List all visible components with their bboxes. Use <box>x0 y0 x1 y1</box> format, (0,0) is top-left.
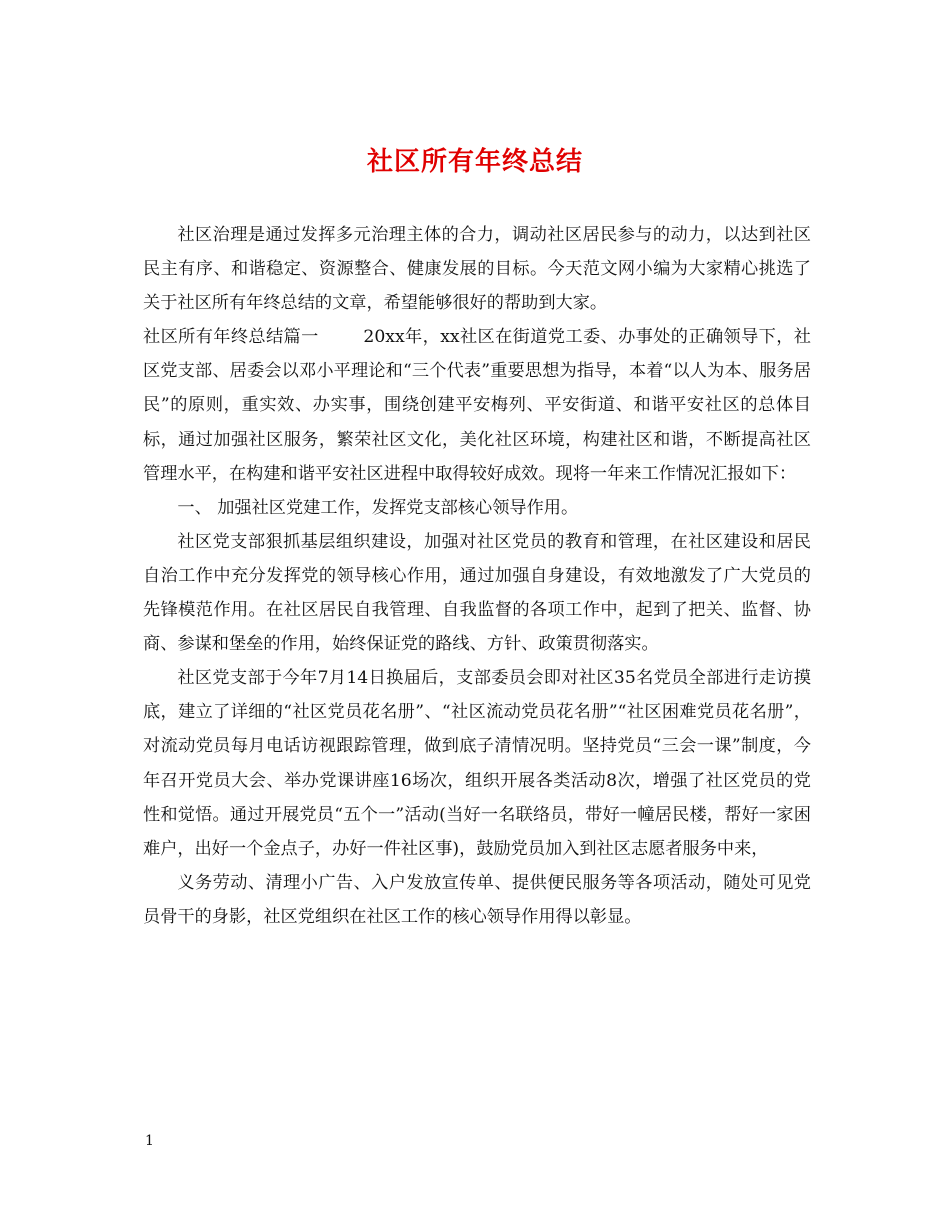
body-paragraph-4: 义务劳动、清理小广告、入户发放宣传单、提供便民服务等各项活动，随处可见党员骨干的身影，社区党组织在社区工作的核心领导作用得以彰显。 <box>143 872 811 927</box>
document-title: 社区所有年终总结 <box>366 147 583 177</box>
document-body <box>143 218 811 934</box>
body-paragraph-3: 社区党支部于今年7月14日换届后，支部委员会即对社区35名党员全部进行走访摸底，建立了详细的“社区党员花名册”、“社区流动党员花名册”“社区困难党员花名册”，对流动党员每月电话访视跟踪管理，做到底子清情况明。坚持党员“三会一课”制度，今年召开党员大会、举办党课讲座16场次，组织开展各类活动8次，增强了社区党员的党性和觉悟。通过开展党员“五个一”活动(当好一名联络员，带好一幢居民楼，帮好一家困难户，出好一个金点子，办好一件社区事)，鼓励党员加入到社区志愿者服务中来， <box>143 668 811 859</box>
page-number: 1 <box>145 1133 154 1149</box>
section-heading: 一、 加强社区党建工作，发挥党支部核心领导作用。 <box>177 497 579 518</box>
intro-paragraph: 社区治理是通过发挥多元治理主体的合力，调动社区居民参与的动力，以达到社区民主有序、和谐稳定、资源整合、健康发展的目标。今天范文网小编为大家精心挑选了关于社区所有年终总结的文章，希望能够很好的帮助到大家。 <box>143 225 811 314</box>
section-label: 社区所有年终总结篇一 <box>143 327 319 348</box>
body-paragraph-2: 社区党支部狠抓基层组织建设，加强对社区党员的教育和管理，在社区建设和居民自治工作中充分发挥党的领导核心作用，通过加强自身建设，有效地激发了广大党员的先锋模范作用。在社区居民自我管理、自我监督的各项工作中，起到了把关、监督、协商、参谋和堡垒的作用，始终保证党的路线、方针、政策贯彻落实。 <box>143 531 811 655</box>
section-paragraph <box>143 320 811 490</box>
section-text: 20xx年，xx社区在街道党工委、办事处的正确领导下，社区党支部、居委会以邓小平理论和“三个代表”重要思想为指导，本着“以人为本、服务居民”的原则，重实效、办实事，围绕创建平安梅列、平安街道、和谐平安社区的总体目标，通过加强社区服务，繁荣社区文化，美化社区环境，构建社区和谐，不断提高社区管理水平，在构建和谐平安社区进程中取得较好成效。现将一年来工作情况汇报如下： <box>143 327 811 484</box>
